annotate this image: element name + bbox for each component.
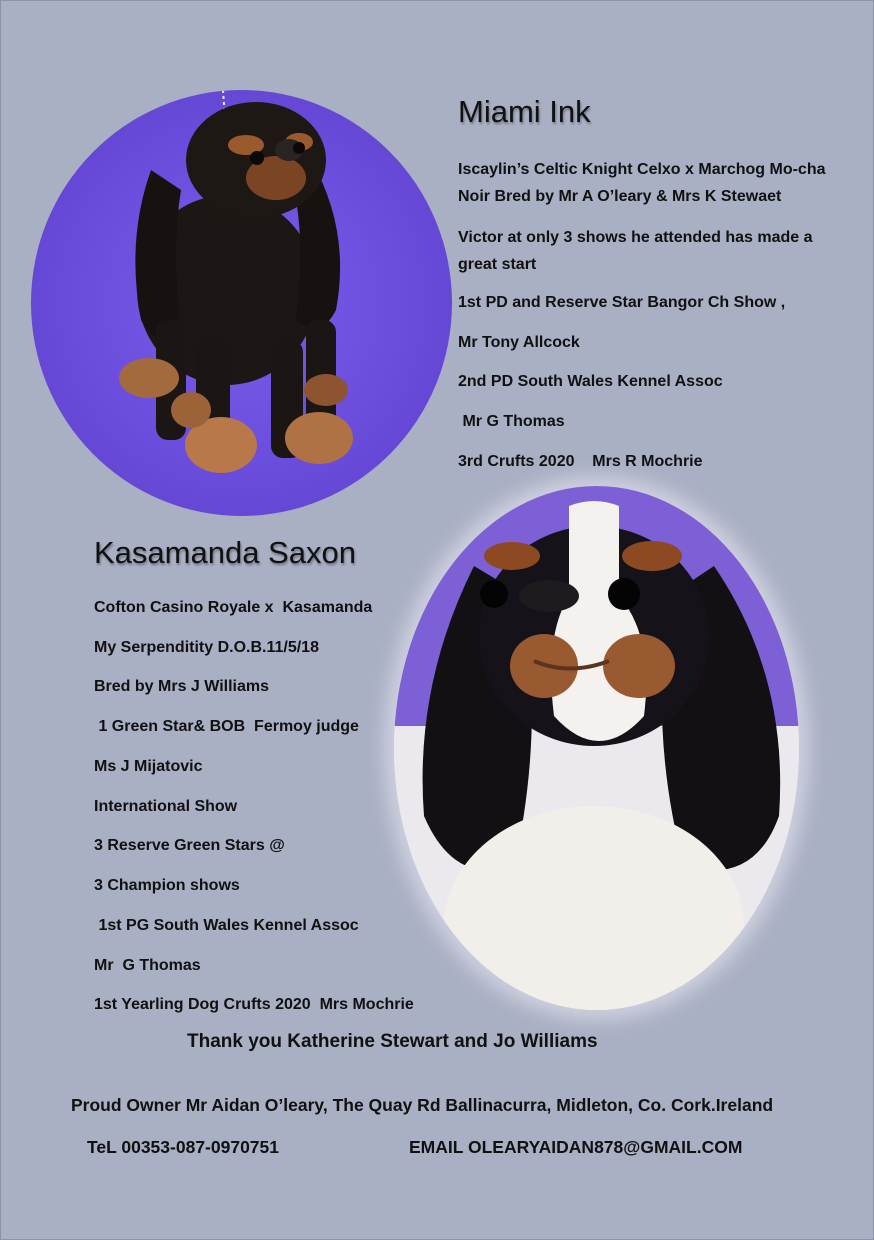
thanks-line: Thank you Katherine Stewart and Jo Williams [187,1031,598,1052]
kasamanda-saxon-line: Mr G Thomas [94,957,201,974]
owner-address: Proud Owner Mr Aidan O’leary, The Quay Rd Ballinacurra, Midleton, Co. Cork.Ireland [71,1095,774,1115]
miami-ink-photo [31,90,452,516]
miami-ink-result: 2nd PD South Wales Kennel Assoc [458,373,723,390]
kasamanda-saxon-photo [394,486,799,1010]
email-address: EMAIL OLEARYAIDAN878@GMAIL.COM [409,1137,743,1157]
miami-ink-result: Mr Tony Allcock [458,334,580,351]
kasamanda-saxon-line: Ms J Mijatovic [94,758,203,775]
phone-number: TeL 00353-087-0970751 [87,1137,280,1157]
dog-standing-illustration [31,90,452,516]
miami-ink-result: 3rd Crufts 2020 Mrs R Mochrie [458,453,703,470]
dog-portrait-illustration [394,486,799,1010]
kasamanda-saxon-line: 3 Reserve Green Stars @ [94,837,285,854]
kasamanda-saxon-line: 1st PG South Wales Kennel Assoc [94,917,359,934]
kasamanda-saxon-title: Kasamanda Saxon [94,535,356,570]
kasamanda-saxon-line: International Show [94,798,238,815]
kasamanda-saxon-line: 3 Champion shows [94,877,240,894]
kasamanda-saxon-line: Cofton Casino Royale x Kasamanda [94,599,373,616]
kasamanda-saxon-line: My Serpenditity D.O.B.11/5/18 [94,639,319,656]
kasamanda-saxon-line: 1 Green Star& BOB Fermoy judge [94,718,359,735]
miami-ink-result: 1st PD and Reserve Star Bangor Ch Show , [458,294,786,311]
miami-ink-result: Mr G Thomas [458,413,565,430]
miami-ink-summary: Victor at only 3 shows he attended has made a great start [458,229,813,273]
kasamanda-saxon-line: Bred by Mrs J Williams [94,678,270,695]
kasamanda-saxon-line: 1st Yearling Dog Crufts 2020 Mrs Mochrie [94,996,414,1013]
miami-ink-title: Miami Ink [458,94,591,129]
miami-ink-breeding: Iscaylin’s Celtic Knight Celxo x Marchog Mo-cha Noir Bred by Mr A O’leary & Mrs K Stewaet [458,161,826,205]
